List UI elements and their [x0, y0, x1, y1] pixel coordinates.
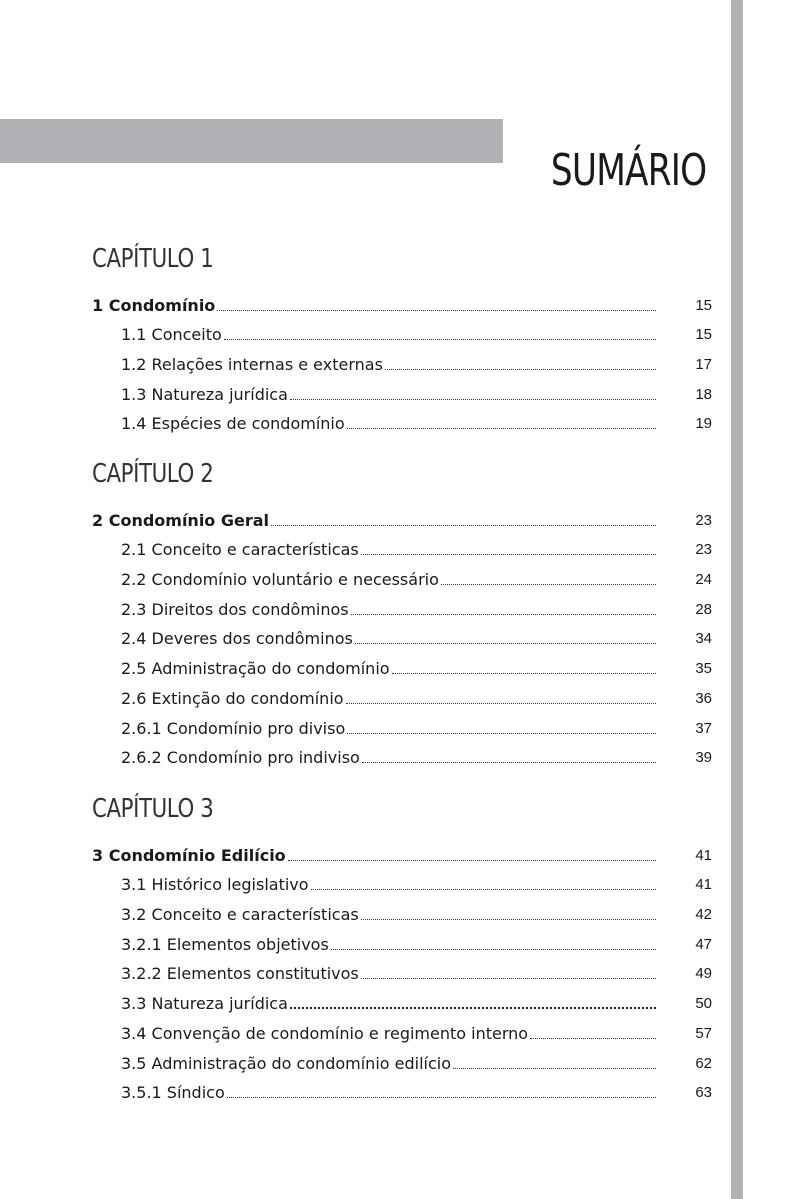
toc-entry-label: 3.2 Conceito e características: [121, 905, 359, 925]
toc-entry-page: 37: [695, 719, 712, 737]
toc-entry-label: 2.1 Conceito e características: [121, 540, 359, 560]
toc-entry-page: 19: [695, 415, 712, 433]
leader-dots: [227, 1096, 656, 1098]
toc-entry-label: 2.6 Extinção do condomínio: [121, 688, 344, 708]
toc-entry-label: 2.3 Direitos dos condôminos: [121, 599, 349, 619]
leader-dots: [361, 977, 656, 979]
toc-entry[interactable]: [92, 1044, 712, 1074]
leader-dots: [347, 732, 656, 734]
toc-entry[interactable]: [92, 709, 712, 739]
leader-dots: [441, 583, 656, 585]
toc-entry-page: 35: [695, 660, 712, 678]
toc-entry-label: 2.2 Condomínio voluntário e necessário: [121, 570, 439, 590]
toc-entry-page: 15: [695, 296, 712, 314]
toc-entry-page: 39: [695, 749, 712, 767]
toc-entry-page: 23: [695, 541, 712, 559]
toc-entry-label: 3.4 Convenção de condomínio e regimento interno: [121, 1023, 529, 1043]
toc-entry[interactable]: [92, 405, 712, 435]
toc-entry-page: 15: [695, 326, 712, 344]
leader-dots: [311, 888, 656, 890]
toc-entry[interactable]: [92, 531, 712, 561]
leader-dots: [217, 309, 656, 311]
toc-entry-page: 41: [695, 846, 712, 864]
toc-entry-label: 1.3 Natureza jurídica: [121, 384, 288, 404]
chapter-heading: CAPÍTULO 3: [92, 794, 214, 824]
toc-entry-page: 62: [695, 1054, 712, 1072]
toc-entry[interactable]: [92, 1014, 712, 1044]
leader-dots: [351, 613, 656, 615]
toc-entry-page: 18: [695, 385, 712, 403]
chapter-heading: CAPÍTULO 2: [92, 459, 214, 489]
toc-entry-page: 28: [695, 600, 712, 618]
toc-entry-label: 3 Condomínio Edilício: [92, 845, 286, 865]
toc-entry[interactable]: [92, 375, 712, 405]
toc-entry-page: 49: [695, 965, 712, 983]
toc-entry-main[interactable]: [92, 286, 712, 316]
leader-dots: [347, 427, 656, 429]
leader-dots: [346, 702, 656, 704]
toc-entry-main[interactable]: [92, 836, 712, 866]
toc-entry[interactable]: [92, 739, 712, 769]
leader-dots: [385, 368, 656, 370]
toc-entry-label: 1 Condomínio: [92, 295, 216, 315]
toc-entry-page: 36: [695, 689, 712, 707]
toc-entry[interactable]: [92, 1074, 712, 1104]
toc-entry[interactable]: [92, 620, 712, 650]
toc-entry-label: 3.5.1 Síndico: [121, 1083, 225, 1103]
toc-entry[interactable]: [92, 955, 712, 985]
toc-entry[interactable]: [92, 316, 712, 346]
toc-entry-page: 63: [695, 1084, 712, 1102]
toc-entry[interactable]: [92, 560, 712, 590]
toc-entry-label: 3.5 Administração do condomínio edilício: [121, 1053, 451, 1073]
chapter-2: [92, 459, 712, 768]
leader-dots: [290, 398, 656, 400]
leader-dots: [224, 338, 656, 340]
chapter-heading: CAPÍTULO 1: [92, 244, 214, 274]
toc-entry-label: 1.2 Relações internas e externas: [121, 355, 383, 375]
leader-dots: [530, 1037, 656, 1039]
leader-dots: [361, 553, 656, 555]
toc-entry[interactable]: [92, 679, 712, 709]
toc-entry-page: 47: [695, 935, 712, 953]
toc-entry[interactable]: [92, 895, 712, 925]
toc-entry-label: 2.4 Deveres dos condôminos: [121, 629, 353, 649]
leader-dots: [392, 672, 656, 674]
leader-dots: [271, 524, 656, 526]
toc-entry-page: 24: [695, 571, 712, 589]
toc-entry-page: 17: [695, 356, 712, 374]
page-title: SUMÁRIO: [550, 145, 706, 197]
toc-entry[interactable]: [92, 590, 712, 620]
toc-entry[interactable]: [92, 984, 712, 1014]
toc-entry-page: 41: [695, 876, 712, 894]
toc-entry-page: 50: [695, 995, 712, 1013]
leader-dots: [331, 948, 656, 950]
leader-dots: [290, 1006, 656, 1009]
toc-entry-label: 3.1 Histórico legislativo: [121, 875, 309, 895]
toc-entry-label: 2.6.2 Condomínio pro indiviso: [121, 748, 360, 768]
toc-entry[interactable]: [92, 345, 712, 375]
leader-dots: [288, 859, 656, 861]
toc-entry-page: 57: [695, 1024, 712, 1042]
toc-entry-label: 3.2.2 Elementos constitutivos: [121, 964, 359, 984]
toc-entry-label: 3.2.1 Elementos objetivos: [121, 934, 329, 954]
toc-entry-label: 3.3 Natureza jurídica: [121, 994, 288, 1014]
toc-entry-main[interactable]: [92, 501, 712, 531]
toc-entry-label: 1.4 Espécies de condomínio: [121, 414, 345, 434]
toc-entry-label: 2 Condomínio Geral: [92, 510, 270, 530]
toc-entry[interactable]: [92, 925, 712, 955]
toc-entry-label: 1.1 Conceito: [121, 325, 222, 345]
chapter-1: [92, 244, 712, 434]
toc-entry-label: 2.5 Administração do condomínio: [121, 659, 390, 679]
leader-dots: [361, 918, 656, 920]
leader-dots: [362, 761, 656, 763]
side-stripe: [731, 0, 743, 1199]
leader-dots: [453, 1067, 656, 1069]
toc-entry-page: 23: [695, 511, 712, 529]
toc-entry[interactable]: [92, 649, 712, 679]
toc-entry-page: 34: [695, 630, 712, 648]
toc-entry[interactable]: [92, 866, 712, 896]
toc-entry-label: 2.6.1 Condomínio pro diviso: [121, 718, 346, 738]
toc-entry-page: 42: [695, 906, 712, 924]
header-bar: [0, 119, 503, 163]
leader-dots: [355, 642, 656, 644]
chapter-3: [92, 794, 712, 1103]
